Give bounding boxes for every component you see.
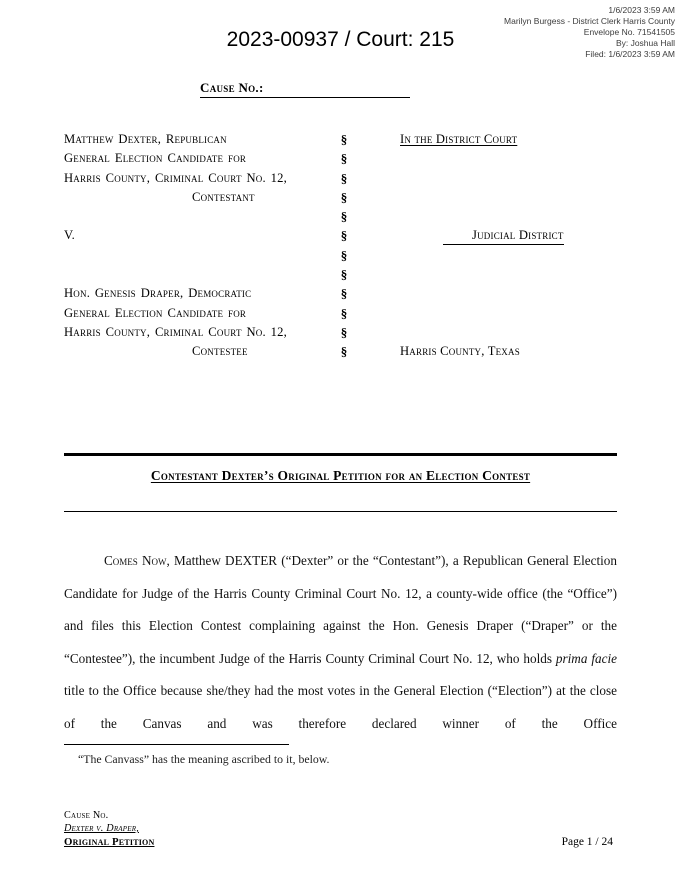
latin-phrase: prima facie [555, 650, 617, 666]
section-symbol: § [340, 228, 348, 244]
spacer [352, 169, 617, 188]
paragraph-text-1: , Matthew DEXTER (“Dexter” or the “Contestant”), a Republican General Election Candidate for Judge of the Harris County Criminal Court No. 12, a county-wide office (the “Office”) and files this Election Contest complaining against the Hon. Genesis Draper (“Draper” or the “Contestee”), the incumbent Judge of the Harris County Criminal Court No. 12, who holds [64, 553, 617, 666]
footer-doc-name: Original Petition [64, 835, 155, 848]
contestee-role: Contestee [192, 344, 248, 359]
contestee-name-line1: Hon. Genesis Draper, Democratic [64, 286, 252, 301]
spacer [64, 265, 336, 284]
spacer [64, 207, 336, 226]
stamp-envelope: Envelope No. 71541505 [583, 27, 675, 38]
comes-now-phrase: Comes Now [104, 553, 167, 568]
section-symbol: § [340, 209, 348, 225]
section-symbol: § [340, 247, 348, 263]
section-symbol: § [340, 344, 348, 360]
footer-cause-no: Cause No. [64, 810, 109, 821]
contestant-name-line3: Harris County, Criminal Court No. 12, [64, 170, 288, 185]
spacer [352, 207, 617, 226]
case-number-banner: 2023-00937 / Court: 215 [226, 28, 455, 51]
spacer [352, 284, 617, 303]
section-symbol: § [340, 267, 348, 283]
spacer [352, 323, 617, 342]
spacer [64, 246, 336, 265]
contestant-role: Contestant [192, 189, 255, 204]
spacer [352, 304, 617, 323]
cause-number-line [200, 80, 410, 98]
divider-thick [64, 453, 617, 456]
footnote-text: “The Canvass” has the meaning ascribed to it, below. [78, 752, 330, 766]
footnote-separator [64, 744, 289, 745]
judicial-district-blank [443, 227, 564, 245]
section-symbol: § [340, 189, 348, 205]
section-symbol: § [340, 324, 348, 340]
stamp-clerk: Marilyn Burgess - District Clerk Harris County [504, 16, 675, 27]
section-symbol: § [340, 170, 348, 186]
spacer [352, 188, 617, 207]
contestee-name-line2: General Election Candidate for [64, 305, 247, 320]
footer-case-name: Dexter v. Draper, [64, 822, 139, 834]
document-title-text: Contestant Dexter’s Original Petition for an Election Contest [150, 468, 531, 483]
opening-paragraph [64, 545, 617, 740]
spacer [352, 149, 617, 168]
county-designation: Harris County, Texas [400, 344, 520, 359]
section-symbol: § [340, 151, 348, 167]
versus-label: V. [64, 228, 76, 243]
divider-thin [64, 511, 617, 512]
section-symbol: § [340, 305, 348, 321]
stamp-by: By: Joshua Hall [615, 38, 675, 49]
judicial-district-line [352, 226, 617, 245]
paragraph-text-2: title to the Office because she/they had the most votes in the General Election (“Election”) at the close of the Canvas and was therefore declared winner of the Office [64, 683, 617, 731]
document-title [64, 468, 617, 484]
footer-block [64, 810, 154, 848]
section-symbol: § [340, 132, 348, 147]
page-number: Page 1 / 24 [561, 836, 613, 848]
court-designation: In the District Court [400, 132, 518, 146]
spacer [352, 246, 617, 265]
contestee-name-line3: Harris County, Criminal Court No. 12, [64, 324, 288, 339]
cause-no-label: Cause No.: [200, 80, 264, 95]
contestant-name-line2: General Election Candidate for [64, 151, 247, 166]
judicial-district-label: Judicial District [472, 228, 564, 243]
section-symbol: § [340, 286, 348, 302]
spacer [352, 265, 617, 284]
stamp-filed: Filed: 1/6/2023 3:59 AM [585, 49, 675, 60]
stamp-datetime: 1/6/2023 3:59 AM [608, 5, 675, 15]
contestant-name-line1: Matthew Dexter, Republican [64, 132, 227, 146]
case-caption [64, 130, 617, 362]
cause-no-underline [200, 80, 410, 98]
